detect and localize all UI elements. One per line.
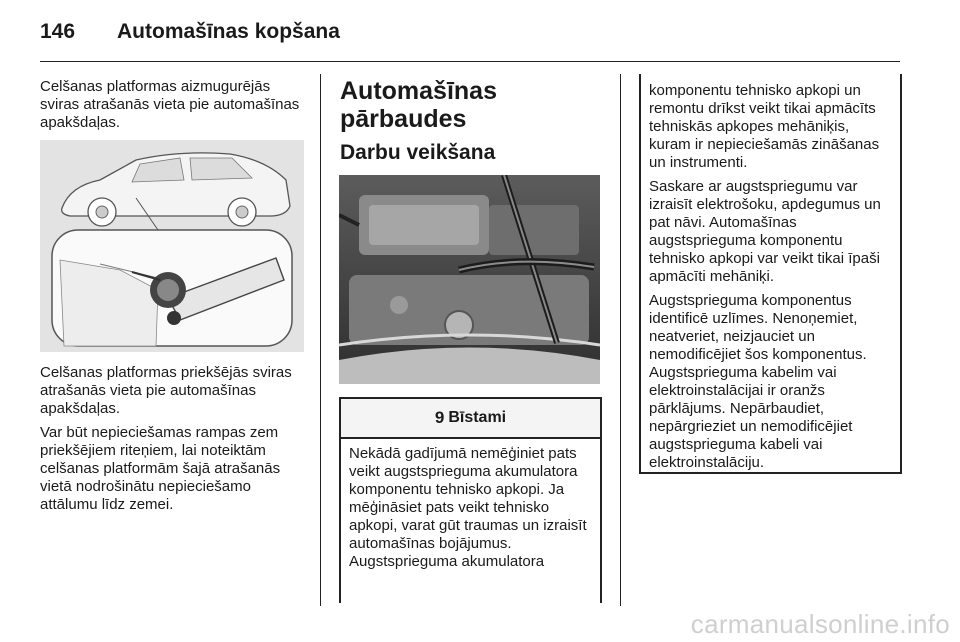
warning-paragraph-3: Augstsprieguma komponentus identificē uzlīmes. Nenoņemiet, neatveriet, neizjauciet un nemodificējiet šos komponentus. Augstsprieguma kabelim vai elektroinstalācijai ir oranžs pārklājums. Nepārbaudiet, nepārgrieziet un nemodificējiet augstsprieguma kabeli vai elektroinstalāciju. — [649, 292, 867, 471]
page-number: 146 — [40, 20, 76, 43]
column-divider-right — [620, 74, 621, 606]
warning-icon: 9 — [434, 408, 445, 427]
ramp-paragraph: Var būt nepieciešamas rampas zem priekšējiem riteņiem, lai noteiktām celšanas platformām šajā atrašanās vietā nodrošinātu nepieciešamo attālumu līdz zemei. — [40, 424, 281, 513]
warning-paragraph-1: komponentu tehnisko apkopi un remontu drīkst veikt tikai apmācīts tehniskās apkopes mehāniķis, kuram ir nepieciešamās zināšanas un instrumenti. — [649, 82, 880, 171]
section-heading: Automašīnas pārbaudes — [340, 77, 497, 133]
warning-paragraph-2: Saskare ar augstspriegumu var izraisīt elektrošoku, apdegumus un pat nāvi. Automašīnas augstsprieguma komponentu tehnisko apkopi var veikt tikai īpaši apmācīti mehāniķi. — [649, 178, 881, 285]
watermark: carmanualsonline.info — [690, 609, 950, 639]
page-header — [40, 20, 900, 64]
page-title: Automašīnas kopšana — [117, 20, 340, 43]
caption-front-lift-point: Celšanas platformas priekšējās sviras atrašanās vieta pie automašīnas apakšdaļas. — [40, 364, 292, 417]
warning-text: Nekādā gadījumā nemēģiniet pats veikt augstsprieguma akumulatora komponentu tehnisko apkopi. Ja mēģināsiet pats veikt tehnisko apkopi, varat gūt traumas un izraisīt automašīnas bojājumus. Augstsprieguma akumulatora — [349, 445, 587, 570]
column-divider-left — [320, 74, 321, 606]
header-rule — [40, 61, 900, 62]
sub-heading: Darbu veikšana — [340, 141, 496, 164]
lift-point-illustration — [40, 140, 304, 352]
warning-header — [341, 399, 600, 439]
warning-box-continuation — [639, 74, 902, 474]
warning-title: Bīstami — [448, 409, 507, 426]
caption-rear-lift-point: Celšanas platformas aizmugurējās sviras atrašanās vieta pie automašīnas apakšdaļas. — [40, 78, 300, 131]
danger-warning-box — [339, 397, 602, 603]
engine-bay-photo — [339, 175, 600, 384]
column-1-lower-text — [40, 364, 304, 520]
